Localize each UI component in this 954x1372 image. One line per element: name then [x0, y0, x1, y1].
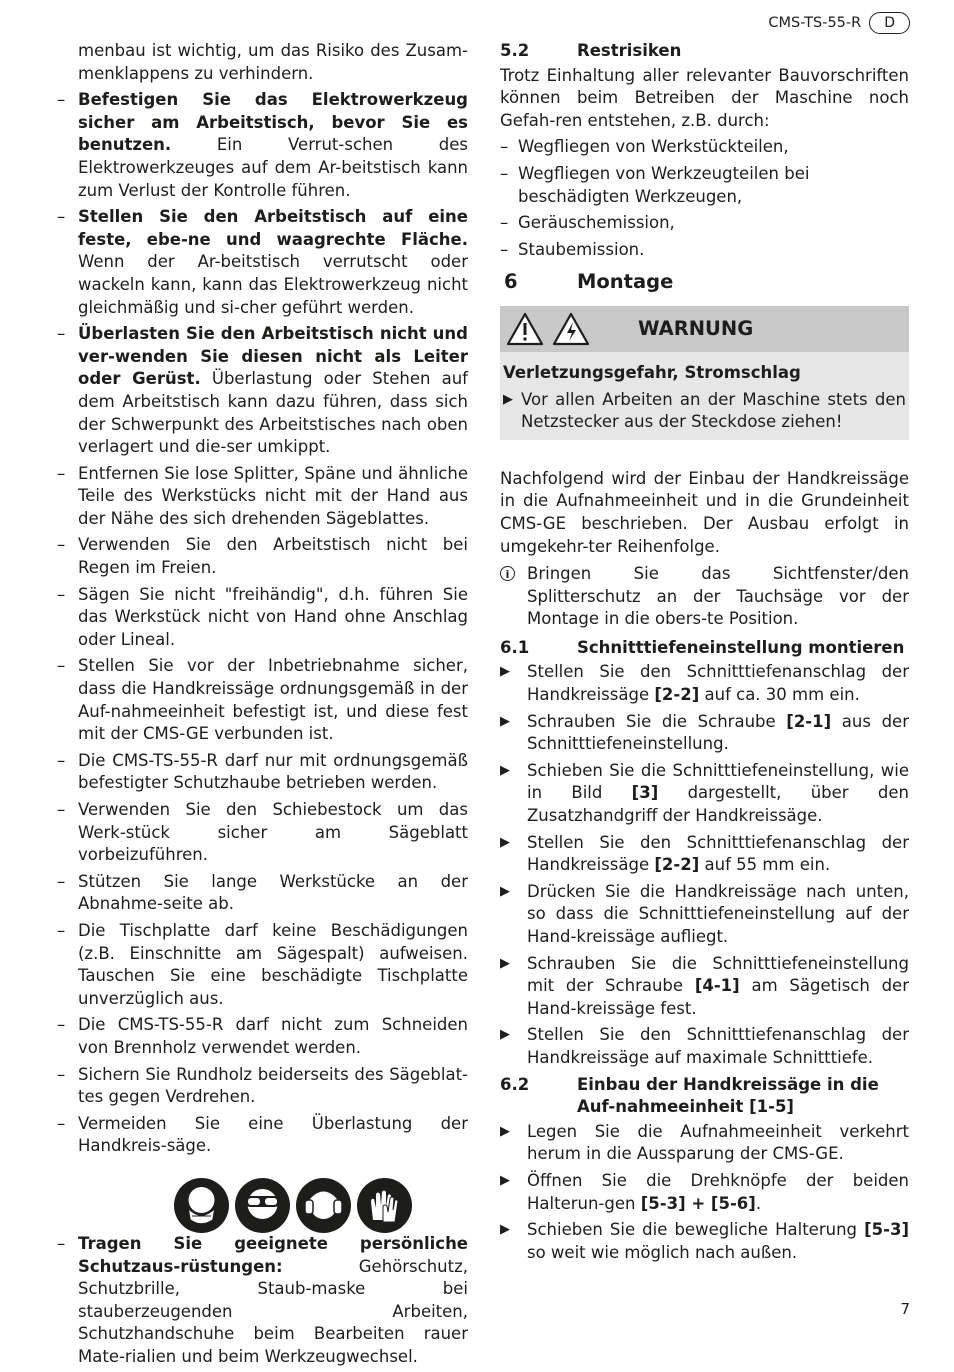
- warning-subtitle: Verletzungsgefahr, Stromschlag: [503, 362, 801, 382]
- list-item: – Die CMS-TS-55-R darf nur mit ordnungsgemäß befestigter Schutzhaube betrieben werden.: [57, 750, 468, 795]
- list-item: – Überlasten Sie den Arbeitstisch nicht und ver-wenden Sie diesen nicht als Leiter oder Gerüst. Überlastung oder Stehen auf dem Arbeitstisch kann dazu führen, dass sich der Schwerpunkt des Arbeitstisches nach oben verlagert und die-ser umkippt.: [57, 323, 468, 459]
- step-item: ▶ Legen Sie die Aufnahmeeinheit verkehrt herum in die Aussparung der CMS-GE.: [500, 1121, 909, 1166]
- page-number: 7: [900, 1300, 910, 1318]
- intro-text: menbau ist wichtig, um das Risiko des Zusam-menklappens zu verhindern.: [78, 41, 468, 83]
- language-badge: D: [869, 12, 910, 34]
- warning-text: ▶ Vor allen Arbeiten an der Maschine stets den Netzstecker aus der Steckdose ziehen!: [503, 389, 906, 434]
- gloves-icon: [357, 1178, 412, 1233]
- dust-mask-icon: [174, 1178, 229, 1233]
- warning-header: [500, 306, 909, 352]
- info-note: i Bringen Sie das Sichtfenster/den Splitterschutz an der Tauchsäge vor der Montage in die obers-te Position.: [500, 563, 909, 631]
- list-item: – Sägen Sie nicht "freihändig", d.h. führen Sie das Werkstück nicht von Hand ohne Anschlag oder Lineal.: [57, 584, 468, 652]
- list-item: – Stellen Sie den Arbeitstisch auf eine feste, ebe-ne und waagrechte Fläche. Wenn der Ar-beitstisch verrutscht oder wackeln kann, kann das Elektrowerkzeug nicht gleichmäßig und si-cher geführt werden.: [57, 206, 468, 319]
- step-item: ▶ Stellen Sie den Schnitttiefenanschlag der Handkreissäge auf maximale Schnitttiefe.: [500, 1024, 909, 1069]
- left-column: [57, 40, 468, 1372]
- list-item: – Befestigen Sie das Elektrowerkzeug sicher am Arbeitstisch, bevor Sie es benutzen. Ein Verrut-schen des Elektrowerkzeuges auf dem Ar-beitstisch kann zum Verlust der Kontrolle führen.: [57, 89, 468, 202]
- step-item: ▶ Schrauben Sie die Schraube [2-1] aus der Schnitttiefeneinstellung.: [500, 711, 909, 756]
- step-item: ▶ Schrauben Sie die Schnitttiefeneinstellung mit der Schraube [4-1] am Sägetisch der Hand-kreissäge fest.: [500, 953, 909, 1021]
- page-header: [768, 12, 910, 35]
- section-heading-6-2: 6.2 Einbau der Handkreissäge in die Auf-nahmeeinheit [1-5]: [500, 1074, 879, 1117]
- residual-risks-intro: Trotz Einhaltung aller relevanter Bauvorschriften können beim Betreiben der Maschine noch Gefah-ren entstehen, z.B. durch:: [500, 65, 909, 130]
- ppe-icons: [117, 1178, 468, 1233]
- list-item: – Vermeiden Sie eine Überlastung der Handkreis-säge.: [57, 1113, 468, 1158]
- list-item: – Entfernen Sie lose Splitter, Späne und ähnliche Teile des Werkstücks nicht mit der Hand aus der Nähe des sich drehenden Sägeblattes.: [57, 463, 468, 531]
- step-item: ▶ Stellen Sie den Schnitttiefenanschlag der Handkreissäge [2-2] auf ca. 30 mm ein.: [500, 661, 909, 706]
- warning-box: [500, 306, 909, 440]
- model-label: CMS-TS-55-R: [768, 15, 862, 31]
- list-item: – Geräuschemission,: [500, 212, 909, 235]
- section-heading-6-1: 6.1 Schnitttiefeneinstellung montieren: [500, 637, 905, 657]
- list-item: – Die Tischplatte darf keine Beschädigungen (z.B. Einschnitte am Sägespalt) aufweisen. Tauschen Sie eine beschädigte Tischplatte unverzüglich aus.: [57, 920, 468, 1010]
- list-item: – Sichern Sie Rundholz beiderseits des Sägeblat-tes gegen Verdrehen.: [57, 1064, 468, 1109]
- warning-triangle-icon: [505, 311, 545, 347]
- warning-title: WARNUNG: [638, 316, 754, 340]
- step-item: ▶ Schieben Sie die Schnitttiefeneinstellung, wie in Bild [3] dargestellt, über den Zusatzhandgriff der Handkreissäge.: [500, 760, 909, 828]
- step-item: ▶ Stellen Sie den Schnitttiefenanschlag der Handkreissäge [2-2] auf 55 mm ein.: [500, 832, 909, 877]
- list-item: – Die CMS-TS-55-R darf nicht zum Schneiden von Brennholz verwendet werden.: [57, 1014, 468, 1059]
- step-item: ▶ Öffnen Sie die Drehknöpfe der beiden Halterun-gen [5-3] + [5-6].: [500, 1170, 909, 1215]
- electric-shock-icon: [551, 311, 591, 347]
- ppe-list-item: – Tragen Sie geeignete persönliche Schutzaus-rüstungen: Gehörschutz, Schutzbrille, Staub-maske bei stauberzeugenden Arbeiten, Schutzhandschuhe beim Bearbeiten rauer Mate-rialien und beim Werkzeugwechsel.: [57, 1233, 468, 1369]
- montage-intro: Nachfolgend wird der Einbau der Handkreissäge in die Aufnahmeeinheit und in die Grundeinheit CMS-GE beschrieben. Der Ausbau erfolgt in umgekehr-ter Reihenfolge.: [500, 468, 909, 556]
- ear-protection-icon: [296, 1178, 351, 1233]
- step-item: ▶ Schieben Sie die bewegliche Halterung [5-3] so weit wie möglich nach außen.: [500, 1219, 909, 1264]
- list-item: – Verwenden Sie den Schiebestock um das Werk-stück sicher am Sägeblatt vorbeizuführen.: [57, 799, 468, 867]
- list-item: – Staubemission.: [500, 239, 909, 262]
- list-item: – Wegfliegen von Werkzeugteilen bei beschädigten Werkzeugen,: [500, 163, 909, 208]
- section-heading-5-2: 5.2 Restrisiken: [500, 41, 682, 60]
- list-item: – Stützen Sie lange Werkstücke an der Abnahme-seite ab.: [57, 871, 468, 916]
- right-column: [500, 40, 909, 1268]
- list-item: – Stellen Sie vor der Inbetriebnahme sicher, dass die Handkreissäge ordnungsgemäß in der Auf-nahmeeinheit befestigt ist, und diese fest mit der CMS-GE verbunden ist.: [57, 655, 468, 745]
- step-item: ▶ Drücken Sie die Handkreissäge nach unten, so dass die Schnitttiefeneinstellung auf der Hand-kreissäge aufliegt.: [500, 881, 909, 949]
- list-item: – Verwenden Sie den Arbeitstisch nicht bei Regen im Freien.: [57, 534, 468, 579]
- section-heading-6: 6 Montage: [504, 270, 674, 294]
- info-icon: i: [500, 566, 515, 581]
- safety-goggles-icon: [235, 1178, 290, 1233]
- list-item: – Wegfliegen von Werkstückteilen,: [500, 136, 909, 159]
